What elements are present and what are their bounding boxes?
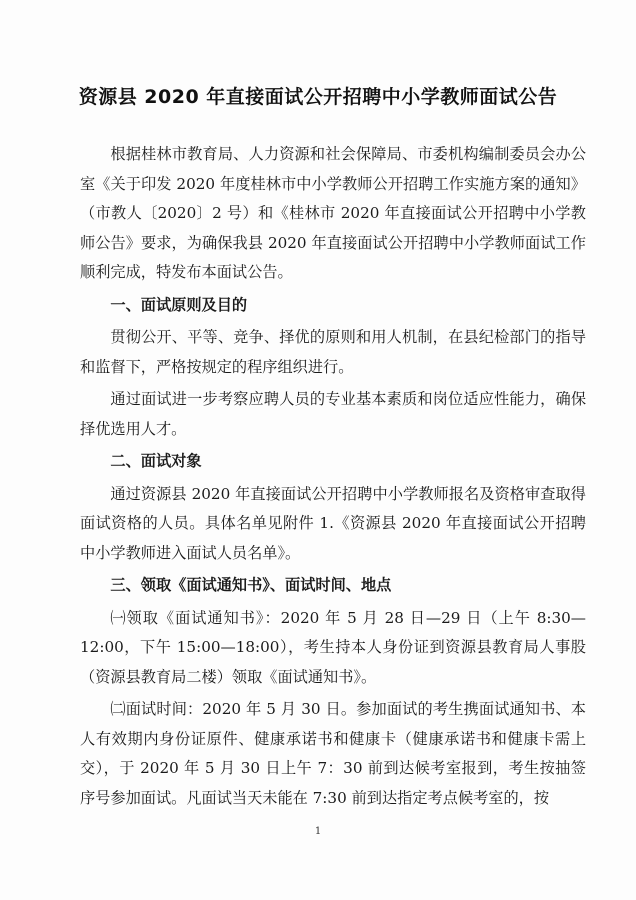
section-1-paragraph-1: 贯彻公开、平等、竞争、择优的原则和用人机制，在县纪检部门的指导和监督下，严格按规定的程序组织进行。 (80, 328, 586, 376)
intro-paragraph: 根据桂林市教育局、人力资源和社会保障局、市委机构编制委员会办公室《关于印发 2020 年度桂林市中小学教师公开招聘工作实施方案的通知》（市教人〔2020〕2 号）和《桂林市 2020 年直接面试公开招聘中小学教师公告》要求，为确保我县 2020 年直接面试公开招聘中小学教师面试工作顺利完成，特发布本面试公告。 (80, 145, 586, 281)
section-heading-1: 一、面试原则及目的 (110, 295, 248, 314)
section-2-paragraph-1: 通过资源县 2020 年直接面试公开招聘中小学教师报名及资格审查取得面试资格的人员。具体名单见附件 1.《资源县 2020 年直接面试公开招聘中小学教师进入面试人员名单》。 (80, 484, 586, 562)
section-3-paragraph-2: ㈡面试时间：2020 年 5 月 30 日。参加面试的考生携面试通知书、本人有效期内身份证原件、健康承诺书和健康卡（健康承诺书和健康卡需上交），于 2020 年 5 月 30 日上午 7：30 前到达候考室报到，考生按抽签序号参加面试。凡面试当天未能在 7:30 前到达指定考点候考室的，按 (80, 700, 586, 807)
document-title: 资源县 2020 年直接面试公开招聘中小学教师面试公告 (78, 86, 558, 108)
section-1-paragraph-2: 通过面试进一步考察应聘人员的专业基本素质和岗位适应性能力，确保择优选用人才。 (80, 390, 586, 438)
section-heading-3: 三、领取《面试通知书》、面试时间、地点 (110, 576, 392, 594)
document-body (80, 140, 586, 816)
page-number: 1 (314, 826, 322, 837)
section-3-paragraph-1: ㈠领取《面试通知书》：2020 年 5 月 28 日—29 日（上午 8:30—12:00，下午 15:00—18:00），考生持本人身份证到资源县教育局人事股（资源县教育局二楼）领取《面试通知书》。 (80, 608, 586, 686)
section-heading-2: 二、面试对象 (110, 452, 202, 470)
